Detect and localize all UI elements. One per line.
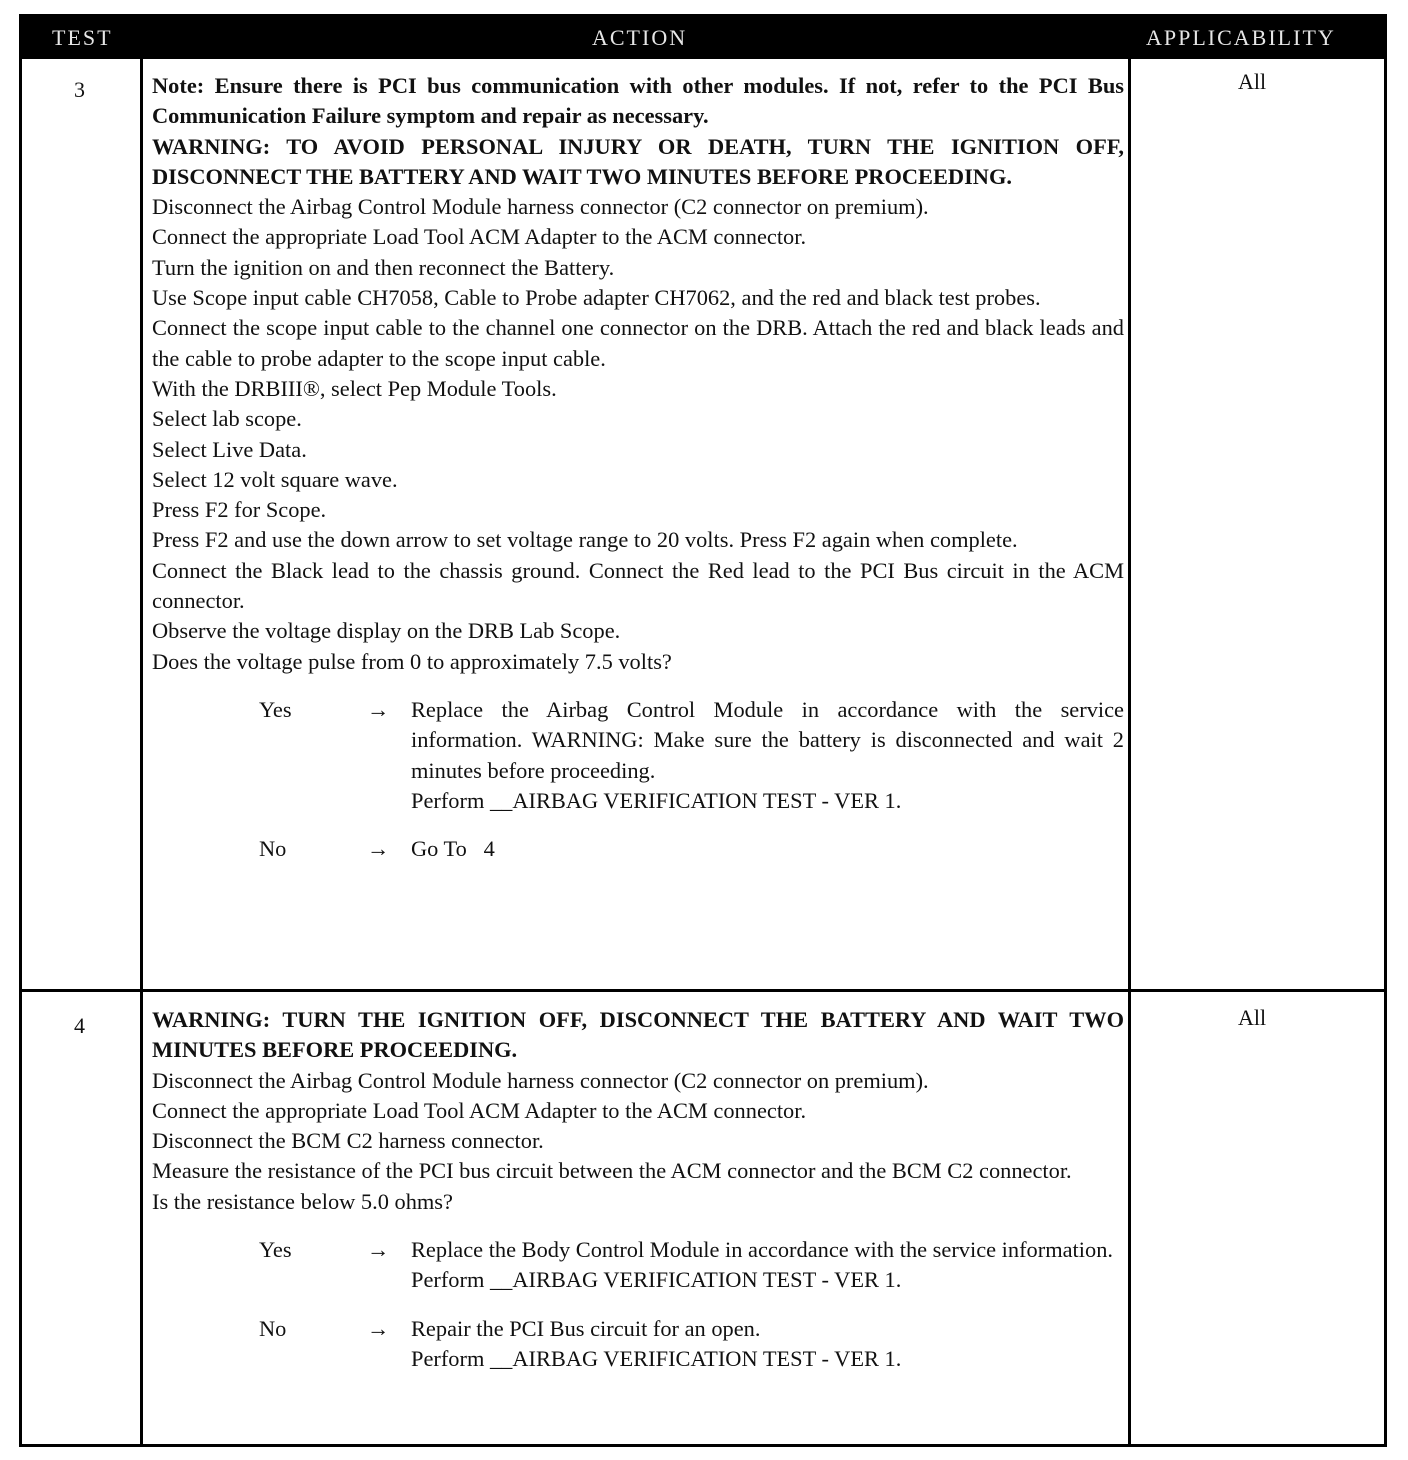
step-line: Disconnect the Airbag Control Module harness connector (C2 connector on premium).	[152, 194, 929, 220]
header-action: ACTION	[592, 25, 688, 50]
step-line: Press F2 for Scope.	[152, 497, 327, 523]
no-perform: Perform __AIRBAG VERIFICATION TEST - VER 1.	[411, 1345, 902, 1371]
yes-label: Yes	[259, 1237, 292, 1263]
step-line: Observe the voltage display on the DRB Lab Scope.	[152, 618, 621, 644]
yes-label: Yes	[259, 696, 292, 722]
column-divider-test	[140, 59, 143, 1444]
step-line: Disconnect the BCM C2 harness connector.	[152, 1128, 544, 1154]
diagnostic-table	[19, 14, 1387, 1447]
warning-text: WARNING: TO AVOID PERSONAL INJURY OR DEATH, TURN THE IGNITION OFF, DISCONNECT THE BATTERY AND WAIT TWO MINUTES BEFORE PROCEEDING.	[152, 133, 1124, 189]
step-line: Turn the ignition on and then reconnect the Battery.	[152, 254, 615, 280]
step-line: Connect the appropriate Load Tool ACM Adapter to the ACM connector.	[152, 224, 807, 250]
step-line: Select 12 volt square wave.	[152, 466, 398, 492]
table-header	[22, 17, 1384, 59]
header-test: TEST	[52, 25, 113, 50]
applicability-3: All	[1238, 69, 1267, 94]
question-text: Is the resistance below 5.0 ohms?	[152, 1188, 453, 1214]
action-cell-3	[152, 71, 1124, 864]
arrow-right-icon: →	[367, 1237, 390, 1263]
yes-perform: Perform __AIRBAG VERIFICATION TEST - VER 1.	[411, 787, 902, 813]
yes-answer	[152, 1235, 1124, 1296]
step-line: With the DRBIII®, select Pep Module Tools.	[152, 375, 557, 401]
arrow-right-icon: →	[367, 1315, 390, 1341]
step-line: Connect the Black lead to the chassis ground. Connect the Red lead to the PCI Bus circuit in the ACM connector.	[152, 557, 1124, 614]
no-answer	[152, 1314, 1124, 1375]
question-text: Does the voltage pulse from 0 to approximately 7.5 volts?	[152, 648, 672, 674]
no-text: Repair the PCI Bus circuit for an open.	[411, 1315, 761, 1341]
arrow-right-icon: →	[367, 696, 390, 722]
step-line: Connect the appropriate Load Tool ACM Adapter to the ACM connector.	[152, 1097, 807, 1123]
column-divider-applicability	[1128, 59, 1131, 1444]
test-number-3: 3	[74, 77, 85, 102]
step-line: Measure the resistance of the PCI bus circuit between the ACM connector and the BCM C2 connector.	[152, 1158, 1072, 1184]
no-text: Go To 4	[411, 836, 495, 862]
note-text: Note: Ensure there is PCI bus communication with other modules. If not, refer to the PCI Bus Communication Failure symptom and repair as necessary.	[152, 73, 1124, 129]
no-label: No	[259, 1315, 287, 1341]
step-line: Connect the scope input cable to the channel one connector on the DRB. Attach the red and black leads and the cable to probe adapter to the scope input cable.	[152, 315, 1124, 371]
step-line: Use Scope input cable CH7058, Cable to Probe adapter CH7062, and the red and black test probes.	[152, 285, 1041, 311]
row-divider	[22, 989, 1384, 992]
yes-text: Replace the Body Control Module in accordance with the service information.	[411, 1237, 1113, 1263]
header-applicability: APPLICABILITY	[1146, 25, 1336, 50]
step-line: Press F2 and use the down arrow to set voltage range to 20 volts. Press F2 again when complete.	[152, 527, 1018, 553]
step-line: Select Live Data.	[152, 436, 307, 462]
warning-text: WARNING: TURN THE IGNITION OFF, DISCONNECT THE BATTERY AND WAIT TWO MINUTES BEFORE PROCEEDING.	[152, 1007, 1124, 1063]
step-line: Select lab scope.	[152, 406, 302, 432]
no-answer	[152, 834, 1124, 864]
arrow-right-icon: →	[367, 836, 390, 862]
action-cell-4	[152, 1005, 1124, 1374]
applicability-4: All	[1238, 1005, 1267, 1030]
step-line: Disconnect the Airbag Control Module harness connector (C2 connector on premium).	[152, 1067, 929, 1093]
test-number-4: 4	[74, 1013, 85, 1038]
no-label: No	[259, 836, 287, 862]
yes-answer	[152, 695, 1124, 816]
yes-text: Replace the Airbag Control Module in accordance with the service information. WARNING: Make sure the battery is disconnected and wait 2 minutes before proceeding.	[411, 696, 1124, 783]
yes-perform: Perform __AIRBAG VERIFICATION TEST - VER 1.	[411, 1267, 902, 1293]
